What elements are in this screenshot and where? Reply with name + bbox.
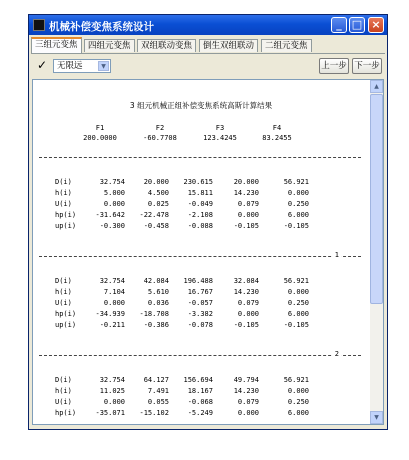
table-cell: 0.250 — [287, 398, 309, 406]
table-cell: 0.079 — [237, 299, 259, 307]
toolbar — [31, 55, 385, 77]
f-value: 200.0000 — [83, 134, 117, 142]
table-cell: 7.104 — [103, 288, 125, 296]
row-label: U(i) — [55, 398, 72, 406]
window-title: 机械补偿变焦系统设计 — [49, 21, 154, 33]
table-cell: 230.615 — [183, 178, 213, 186]
f-value: -60.7708 — [143, 134, 177, 142]
scroll-up-button[interactable] — [370, 80, 383, 93]
tab-four-group[interactable]: 四组元变焦 — [84, 39, 135, 52]
table-cell: -0.105 — [233, 321, 259, 329]
next-step-button[interactable]: 下一步 — [352, 58, 382, 74]
table-cell: 42.084 — [143, 277, 169, 285]
table-cell: -0.049 — [187, 200, 213, 208]
section-number: 2 — [334, 350, 339, 358]
check-icon: ✓ — [37, 58, 48, 72]
row-label: h(i) — [55, 288, 72, 296]
section-divider — [39, 157, 361, 158]
section-divider — [39, 355, 361, 356]
table-cell: 0.250 — [287, 299, 309, 307]
table-cell: -31.642 — [95, 211, 125, 219]
table-cell: 32.084 — [233, 277, 259, 285]
table-cell: 56.921 — [283, 376, 309, 384]
table-row — [33, 211, 369, 221]
table-row — [33, 376, 369, 386]
f-header: F1 — [95, 124, 105, 132]
table-cell: 156.694 — [183, 376, 213, 384]
f-value: 83.2455 — [262, 134, 292, 142]
table-cell: 7.491 — [147, 387, 169, 395]
table-cell: -0.458 — [143, 222, 169, 230]
table-cell: 0.055 — [147, 398, 169, 406]
table-cell: -0.068 — [187, 398, 213, 406]
table-cell: -15.102 — [139, 409, 169, 417]
table-row — [33, 398, 369, 408]
table-cell: -35.071 — [95, 409, 125, 417]
row-label: hp(i) — [55, 409, 77, 417]
table-cell: -0.088 — [187, 222, 213, 230]
table-cell: -0.105 — [283, 222, 309, 230]
tab-three-group[interactable]: 三组元变焦 — [31, 37, 82, 53]
table-cell: -34.939 — [95, 310, 125, 318]
prev-step-button[interactable]: 上一步 — [319, 58, 349, 74]
table-cell: 14.230 — [233, 288, 259, 296]
vertical-scrollbar[interactable] — [370, 80, 383, 424]
table-cell: 0.000 — [287, 288, 309, 296]
table-cell: 0.025 — [147, 200, 169, 208]
table-cell: -18.708 — [139, 310, 169, 318]
f-header: F3 — [215, 124, 225, 132]
tab-bar — [31, 37, 385, 54]
table-cell: 20.000 — [233, 178, 259, 186]
table-cell: 18.167 — [187, 387, 213, 395]
main-window — [28, 14, 388, 430]
table-cell: 32.754 — [99, 376, 125, 384]
table-cell: 6.000 — [287, 310, 309, 318]
row-label: D(i) — [55, 178, 72, 186]
table-cell: 32.754 — [99, 277, 125, 285]
title-bar[interactable] — [29, 15, 387, 35]
table-cell: 6.000 — [287, 211, 309, 219]
table-cell: 16.767 — [187, 288, 213, 296]
table-cell: -0.211 — [99, 321, 125, 329]
table-cell: 0.000 — [103, 200, 125, 208]
table-row — [33, 409, 369, 419]
table-cell: 0.000 — [237, 409, 259, 417]
report-heading: 3 组元机械正组补偿变焦系统高斯计算结果 — [129, 101, 273, 110]
table-cell: 0.036 — [147, 299, 169, 307]
table-cell: 0.079 — [237, 398, 259, 406]
row-label: D(i) — [55, 277, 72, 285]
table-row — [33, 200, 369, 210]
scroll-thumb[interactable] — [370, 94, 383, 304]
table-cell: -0.105 — [233, 222, 259, 230]
section-number: 1 — [334, 251, 339, 259]
tab-two-group[interactable]: 二组元变焦 — [261, 39, 312, 52]
select-value: 无限远 — [57, 61, 83, 71]
table-cell: 0.000 — [103, 398, 125, 406]
table-cell: -0.105 — [283, 321, 309, 329]
table-cell: 196.488 — [183, 277, 213, 285]
table-cell: 6.000 — [287, 409, 309, 417]
table-cell: -22.478 — [139, 211, 169, 219]
table-row — [33, 321, 369, 331]
app-icon — [33, 19, 45, 31]
close-button[interactable] — [368, 17, 384, 33]
minimize-button[interactable] — [331, 17, 347, 33]
table-cell: 14.230 — [233, 387, 259, 395]
table-row — [33, 288, 369, 298]
maximize-icon: □ — [351, 18, 363, 31]
f-header: F2 — [155, 124, 165, 132]
row-label: up(i) — [55, 222, 77, 230]
row-label: hp(i) — [55, 211, 77, 219]
table-cell: -5.249 — [187, 409, 213, 417]
f-value: 123.4245 — [203, 134, 237, 142]
table-cell: 5.610 — [147, 288, 169, 296]
table-cell: 0.000 — [287, 387, 309, 395]
table-cell: 0.000 — [237, 211, 259, 219]
results-text[interactable] — [33, 80, 369, 424]
tab-inverse-dual-linked[interactable]: 倒生双组联动 — [199, 39, 258, 52]
table-cell: 15.811 — [187, 189, 213, 197]
results-panel — [32, 79, 384, 425]
close-icon: × — [371, 18, 381, 31]
row-label: up(i) — [55, 321, 77, 329]
table-cell: 11.025 — [99, 387, 125, 395]
table-cell: 0.079 — [237, 200, 259, 208]
table-cell: 49.794 — [233, 376, 259, 384]
table-row — [33, 387, 369, 397]
minimize-icon: _ — [336, 18, 342, 31]
table-row — [33, 222, 369, 232]
table-cell: 14.230 — [233, 189, 259, 197]
table-cell: 56.921 — [283, 178, 309, 186]
tab-dual-linked[interactable]: 双组联动变焦 — [137, 39, 196, 52]
table-cell: -0.078 — [187, 321, 213, 329]
scroll-down-button[interactable] — [370, 411, 383, 424]
section-divider — [39, 256, 361, 257]
row-label: hp(i) — [55, 310, 77, 318]
table-cell: 0.000 — [103, 299, 125, 307]
table-cell: -2.108 — [187, 211, 213, 219]
table-cell: -0.300 — [99, 222, 125, 230]
table-row — [33, 277, 369, 287]
table-cell: 32.754 — [99, 178, 125, 186]
chevron-down-icon: ▼ — [374, 414, 379, 421]
f-header: F4 — [272, 124, 282, 132]
table-cell: 20.000 — [143, 178, 169, 186]
table-cell: 5.000 — [103, 189, 125, 197]
table-row — [33, 189, 369, 199]
object-distance-select[interactable] — [53, 59, 111, 73]
table-cell: -0.057 — [187, 299, 213, 307]
table-cell: 0.000 — [237, 310, 259, 318]
maximize-button[interactable] — [349, 17, 365, 33]
table-cell: 56.921 — [283, 277, 309, 285]
table-cell: -0.386 — [143, 321, 169, 329]
row-label: U(i) — [55, 200, 72, 208]
table-cell: 0.000 — [287, 189, 309, 197]
table-cell: 0.250 — [287, 200, 309, 208]
table-row — [33, 178, 369, 188]
row-label: h(i) — [55, 189, 72, 197]
table-cell: -3.382 — [187, 310, 213, 318]
table-cell: 4.500 — [147, 189, 169, 197]
row-label: U(i) — [55, 299, 72, 307]
row-label: h(i) — [55, 387, 72, 395]
table-row — [33, 310, 369, 320]
chevron-down-icon[interactable]: ▼ — [98, 61, 109, 71]
table-row — [33, 299, 369, 309]
table-cell: 64.127 — [143, 376, 169, 384]
row-label: D(i) — [55, 376, 72, 384]
chevron-up-icon: ▲ — [374, 83, 379, 90]
